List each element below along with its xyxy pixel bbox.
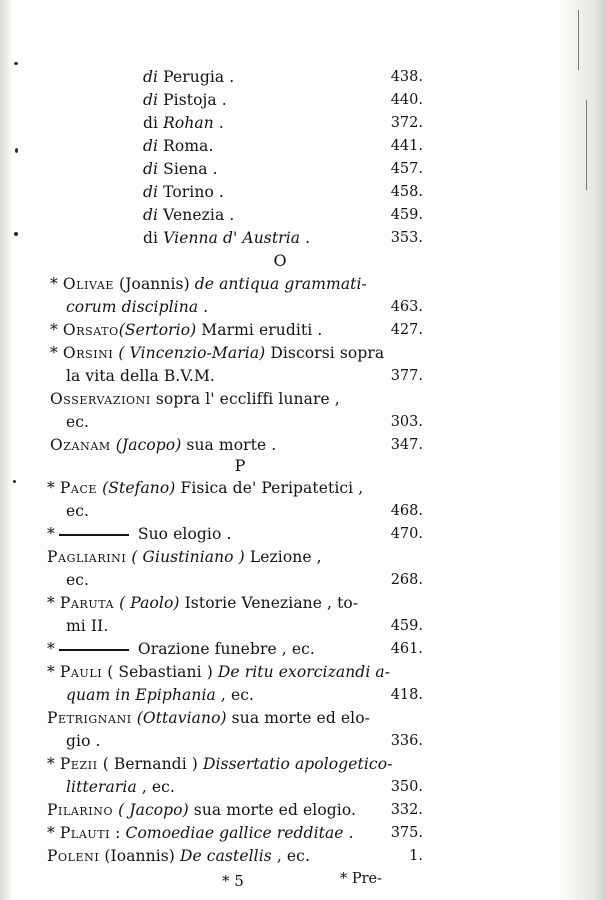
entry-page: 459. [390, 207, 423, 223]
entry-line: la vita della B.V.M. [66, 367, 215, 385]
entry-name: Vienna d' Austria [163, 229, 301, 247]
entry-line: mi II. [66, 617, 109, 635]
entry-name: Torino [163, 183, 214, 201]
entry-page: 459. [390, 618, 423, 634]
entry-line: Pilarino ( Jacopo) sua morte ed elogio. [47, 801, 357, 819]
entry-page: 427. [390, 322, 423, 338]
entry-line: Ozanam (Jacopo) sua morte . [50, 436, 277, 454]
entry-line: di Venezia . [143, 206, 235, 224]
entry-page: 372. [390, 115, 423, 131]
entry-page: 1. [409, 848, 423, 864]
entry-line: di Vienna d' Austria . [143, 229, 311, 247]
ink-speck [13, 480, 16, 483]
entry-page: 463. [390, 299, 423, 315]
entry-line: * Plauti : Comoediae gallice redditae . [47, 824, 354, 842]
entry-line: * Orsini ( Vincenzio-Maria) Discorsi sopra [50, 344, 385, 362]
entry-line: * Olivae (Joannis) de antiqua grammati- [50, 275, 367, 293]
signature-mark: * 5 [222, 872, 244, 890]
entry-line: * Suo elogio . [47, 525, 232, 543]
page-left-edge [0, 0, 14, 900]
entry-line: quam in Epiphania , ec. [66, 686, 255, 704]
entry-page: 418. [390, 687, 423, 703]
entry-line: di Roma. [143, 137, 214, 155]
entry-prefix: di [143, 68, 159, 86]
entry-line: Poleni (Ioannis) De castellis , ec. [47, 847, 310, 865]
catchword: * Pre- [340, 871, 383, 887]
entry-name: Venezia [163, 206, 225, 224]
entry-line: Pagliarini ( Giustiniano ) Lezione , [47, 548, 322, 566]
entry-page: 470. [390, 526, 423, 542]
ink-speck [15, 148, 18, 153]
entry-line: * Pace (Stefano) Fisica de' Peripatetici , [47, 479, 364, 497]
entry-page: 458. [390, 184, 423, 200]
entry-line: * Paruta ( Paolo) Istorie Veneziane , to- [47, 594, 359, 612]
entry-page: 347. [390, 437, 423, 453]
entry-line: ec. [66, 413, 90, 431]
entry-page: 353. [390, 230, 423, 246]
scan-scratch [586, 100, 587, 190]
entry-line: Petrignani (Ottaviano) sua morte ed elo- [47, 709, 370, 727]
entry-name: Rohan [163, 114, 214, 132]
entry-line: di Pistoja . [143, 91, 227, 109]
entry-name: Perugia [163, 68, 225, 86]
entry-name: Roma [163, 137, 209, 155]
entry-page: 461. [390, 641, 423, 657]
ditto-rule [59, 649, 129, 651]
entry-line: di Perugia . [143, 68, 235, 86]
entry-page: 375. [390, 825, 423, 841]
entry-line: * Pauli ( Sebastiani ) De ritu exorcizandi a- [47, 663, 391, 681]
entry-line: corum disciplina . [66, 298, 209, 316]
entry-page: 268. [390, 572, 423, 588]
entry-line: litteraria , ec. [66, 778, 175, 796]
section-letter-p: P [234, 456, 246, 475]
ink-speck [14, 62, 18, 65]
ink-speck [14, 232, 18, 236]
entry-page: 457. [390, 161, 423, 177]
entry-page: 303. [390, 414, 423, 430]
entry-name: Siena [163, 160, 208, 178]
entry-line: Osservazioni sopra l' eccliffi lunare , [50, 390, 340, 408]
entry-line: ec. [66, 571, 90, 589]
scan-scratch [578, 10, 579, 70]
entry-page: 377. [390, 368, 423, 384]
section-letter-o: O [273, 251, 287, 270]
entry-page: 438. [390, 69, 423, 85]
entry-page: 332. [390, 802, 423, 818]
entry-name: Pistoja [163, 91, 217, 109]
entry-line: * Pezii ( Bernandi ) Dissertatio apologetico- [47, 755, 393, 773]
ditto-rule [59, 534, 129, 536]
entry-page: 440. [390, 92, 423, 108]
entry-page: 441. [390, 138, 423, 154]
entry-line: * Orsato(Sertorio) Marmi eruditi . [50, 321, 323, 339]
page-right-edge [558, 0, 606, 900]
entry-line: ec. [66, 502, 90, 520]
entry-line: di Torino . [143, 183, 224, 201]
entry-page: 350. [390, 779, 423, 795]
entry-line: gio . [66, 732, 101, 750]
entry-page: 336. [390, 733, 423, 749]
entry-page: 468. [390, 503, 423, 519]
entry-line: di Rohan . [143, 114, 224, 132]
entry-line: di Siena . [143, 160, 218, 178]
entry-line: * Orazione funebre , ec. [47, 640, 315, 658]
